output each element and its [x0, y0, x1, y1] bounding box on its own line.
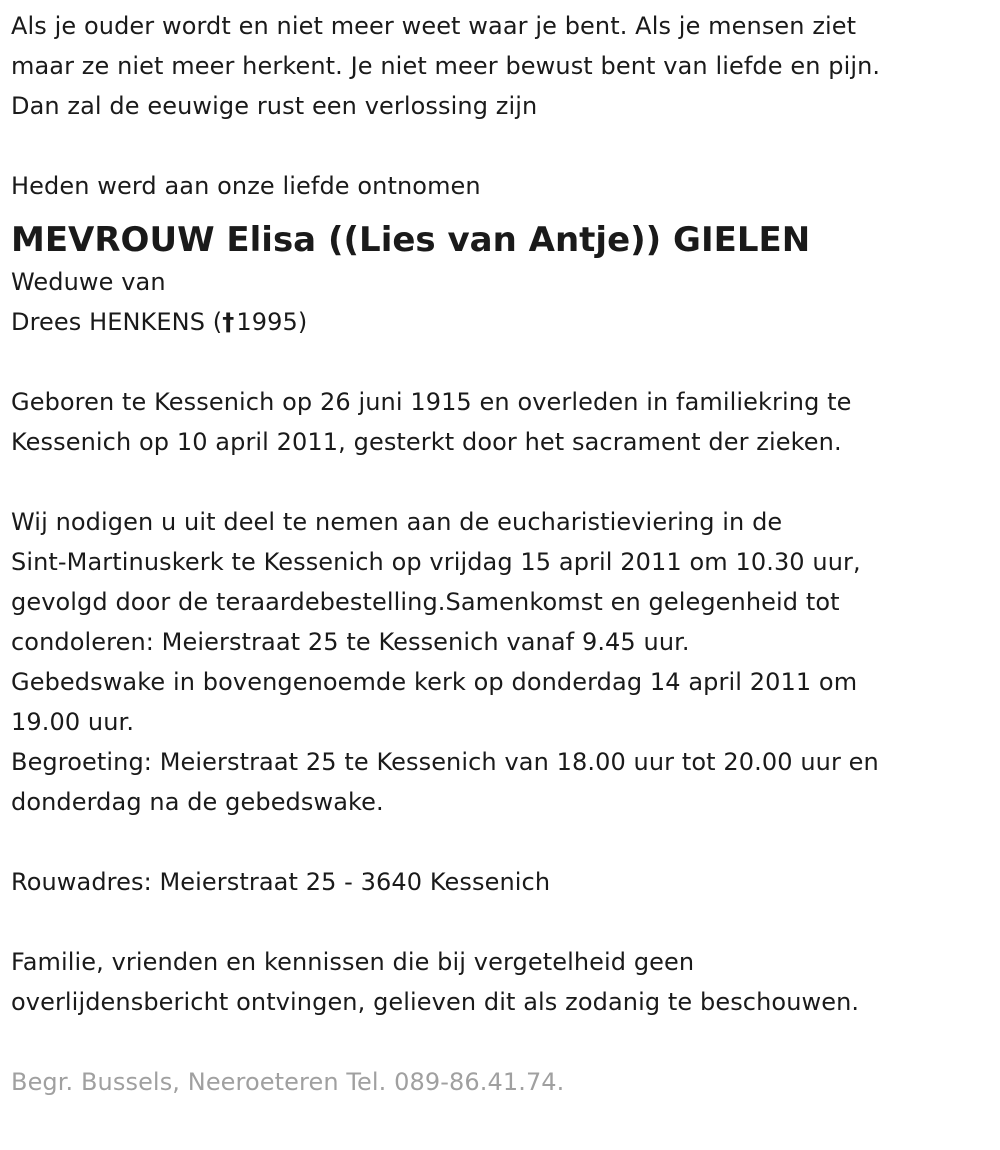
cross-icon: † [222, 308, 235, 336]
spacer [11, 902, 990, 942]
spacer [11, 126, 990, 166]
closing-paragraph [11, 942, 990, 1022]
paragraph-line: Familie, vrienden en kennissen die bij vergetelheid geen [11, 948, 695, 976]
paragraph-line: Sint-Martinuskerk te Kessenich op vrijdag 15 april 2011 om 10.30 uur, [11, 548, 861, 576]
mourning-address: Rouwadres: Meierstraat 25 - 3640 Kessenich [11, 868, 551, 896]
spacer [11, 462, 990, 502]
spacer [11, 822, 990, 862]
birth-death-paragraph [11, 382, 990, 462]
spacer [11, 342, 990, 382]
paragraph-line: Wij nodigen u uit deel te nemen aan de eucharistieviering in de [11, 508, 783, 536]
paragraph-line: 19.00 uur. [11, 708, 135, 736]
paragraph-line: Geboren te Kessenich op 26 juni 1915 en overleden in familiekring te [11, 388, 852, 416]
ceremony-paragraph [11, 502, 990, 822]
intro-line: Dan zal de eeuwige rust een verlossing zijn [11, 92, 538, 120]
deceased-name: MEVROUW Elisa ((Lies van Antje)) GIELEN [11, 220, 811, 260]
paragraph-line: gevolgd door de teraardebestelling.Samenkomst en gelegenheid tot [11, 588, 840, 616]
paragraph-line: Gebedswake in bovengenoemde kerk op donderdag 14 april 2011 om [11, 668, 858, 696]
funeral-home-footer: Begr. Bussels, Neeroeteren Tel. 089-86.41.74. [11, 1068, 565, 1096]
widow-of-label: Weduwe van [11, 268, 166, 296]
spouse-line [11, 302, 990, 342]
paragraph-line: Kessenich op 10 april 2011, gesterkt door het sacrament der zieken. [11, 428, 842, 456]
paragraph-line: overlijdensbericht ontvingen, gelieven dit als zodanig te beschouwen. [11, 988, 860, 1016]
paragraph-line: condoleren: Meierstraat 25 te Kessenich vanaf 9.45 uur. [11, 628, 690, 656]
intro-line: Als je ouder wordt en niet meer weet waar je bent. Als je mensen ziet [11, 12, 857, 40]
paragraph-line: donderdag na de gebedswake. [11, 788, 384, 816]
announcement-text: Heden werd aan onze liefde ontnomen [11, 172, 481, 200]
intro-poem [11, 6, 990, 126]
spacer [11, 1022, 990, 1062]
intro-line: maar ze niet meer herkent. Je niet meer bewust bent van liefde en pijn. [11, 52, 881, 80]
spouse-name: Drees HENKENS ( [11, 308, 223, 336]
paragraph-line: Begroeting: Meierstraat 25 te Kessenich van 18.00 uur tot 20.00 uur en [11, 748, 879, 776]
spouse-death-year: 1995) [236, 308, 308, 336]
